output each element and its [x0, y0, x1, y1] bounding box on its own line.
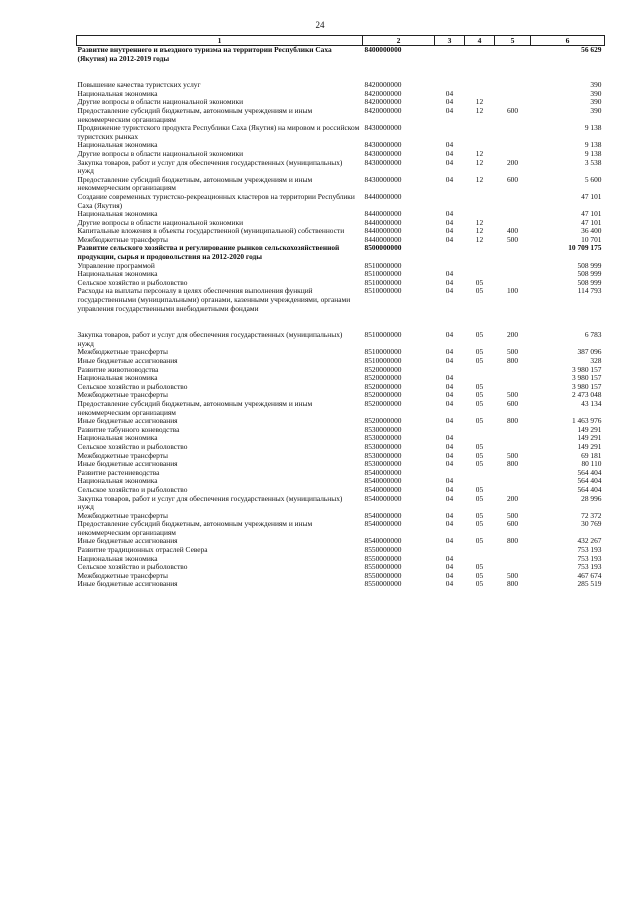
row-section: 04: [445, 148, 454, 158]
row-code: 8430000000: [364, 148, 402, 158]
row-amount: 47 101: [581, 191, 602, 201]
spacer-row: [77, 63, 605, 81]
row-section: [435, 46, 465, 64]
table-row: [77, 176, 605, 193]
row-amount: 753 193: [577, 562, 602, 572]
row-subsection: 05: [475, 416, 484, 426]
row-expense-type: [495, 124, 531, 141]
row-amount: 56 629: [531, 46, 605, 64]
row-subsection: [465, 469, 495, 478]
row-code: 8430000000: [364, 140, 402, 150]
row-expense-type: [495, 262, 531, 271]
row-section: 04: [445, 416, 454, 426]
row-amount: 508 999: [577, 269, 602, 279]
row-name: Иные бюджетные ассигнования: [77, 356, 178, 365]
row-code: 8400000000: [363, 46, 435, 64]
row-name: Закупка товаров, работ и услуг для обеспечения государственных (муниципальных) нужд: [77, 493, 343, 512]
table-row: [77, 46, 605, 64]
header-col-subsection: 4: [465, 36, 495, 46]
row-expense-type: [495, 477, 531, 486]
row-amount: 149 291: [577, 433, 602, 443]
row-code: 8510000000: [364, 260, 402, 270]
row-expense-type: 400: [506, 226, 519, 236]
row-expense-type: [495, 469, 531, 478]
table-body: [77, 46, 605, 590]
row-code: 8510000000: [364, 330, 402, 340]
row-subsection: 05: [475, 390, 484, 400]
row-expense-type: 800: [506, 459, 519, 469]
row-code: 8440000000: [364, 209, 402, 219]
row-amount: 285 519: [577, 579, 602, 589]
row-expense-type: 800: [506, 356, 519, 365]
row-name: Предоставление субсидий бюджетным, автономным учреждениям и иным некоммерческим организациям: [77, 519, 313, 537]
row-subsection: 05: [475, 536, 484, 546]
row-expense-type: 100: [506, 286, 519, 296]
header-col-expense-type: 5: [495, 36, 531, 46]
row-code: 8540000000: [364, 484, 402, 494]
row-code: 8530000000: [364, 424, 402, 434]
row-amount: 3 980 157: [571, 364, 602, 374]
row-section: 04: [445, 562, 454, 572]
row-section: 04: [445, 209, 454, 219]
row-name: Национальная экономика: [77, 140, 158, 150]
table-row: [77, 287, 605, 313]
row-expense-type: 500: [506, 570, 519, 580]
row-expense-type: [495, 210, 531, 219]
row-amount: 753 193: [577, 553, 602, 563]
spacer-cell: [77, 63, 605, 81]
row-subsection: [465, 46, 495, 64]
row-name: Межбюджетные трансферты: [77, 347, 168, 357]
row-code: 8420000000: [364, 80, 402, 90]
row-code: 8550000000: [364, 545, 402, 555]
row-expense-type: [495, 141, 531, 150]
row-amount: 9 138: [584, 123, 602, 133]
row-name: Сельское хозяйство и рыболовство: [77, 277, 188, 287]
row-expense-type: [495, 81, 531, 90]
row-subsection: [465, 124, 495, 141]
row-expense-type: [495, 426, 531, 435]
row-amount: 564 404: [577, 476, 602, 486]
row-name: Создание современных туристско-рекреационных кластеров на территории Республики Саха (Якутия): [77, 191, 355, 210]
row-amount: 390: [590, 97, 602, 107]
row-amount: 28 996: [581, 493, 602, 503]
row-name: Другие вопросы в области национальной экономики: [77, 97, 244, 107]
row-expense-type: 600: [506, 519, 519, 529]
row-section: 04: [445, 356, 454, 365]
row-subsection: 05: [475, 347, 484, 357]
row-name: Повышение качества туристских услуг: [77, 80, 201, 90]
row-code: 8520000000: [364, 364, 402, 374]
row-name: Межбюджетные трансферты: [77, 570, 168, 580]
table-row: [77, 580, 605, 589]
row-subsection: 05: [475, 459, 484, 469]
row-section: [435, 244, 465, 261]
row-name: Национальная экономика: [77, 553, 158, 563]
row-subsection: [465, 262, 495, 271]
row-amount: 69 181: [581, 450, 602, 460]
row-name: Предоставление субсидий бюджетным, автономным учреждениям и иным некоммерческим организациям: [77, 398, 313, 417]
row-expense-type: 800: [506, 579, 519, 589]
row-expense-type: 800: [506, 536, 519, 546]
row-code: 8510000000: [364, 277, 402, 287]
row-code: 8520000000: [364, 398, 402, 408]
page-number: 24: [315, 20, 325, 30]
row-name: Развитие традиционных отраслей Севера: [77, 545, 208, 555]
row-name: Межбюджетные трансферты: [77, 390, 168, 400]
row-name: Развитие животноводства: [77, 364, 159, 374]
row-code: 8510000000: [364, 347, 402, 357]
row-amount: 387 096: [577, 347, 602, 357]
row-subsection: [465, 366, 495, 375]
row-section: 04: [445, 174, 454, 184]
row-section: 04: [445, 105, 454, 115]
row-expense-type: 600: [506, 398, 519, 408]
row-amount: 753 193: [577, 545, 602, 555]
row-amount: 10 709 175: [568, 243, 602, 253]
row-name: Расходы на выплаты персоналу в целях обеспечения выполнения функций государственными (муниципальными) органами, казенными учреждениями, органами управления государственными внебюджетными фондами: [77, 286, 351, 313]
row-subsection: 12: [475, 97, 484, 107]
row-section: 04: [445, 493, 454, 503]
table-row: [77, 520, 605, 537]
row-code: 8440000000: [364, 234, 402, 244]
row-code: 8420000000: [364, 105, 402, 115]
table-row: [77, 159, 605, 176]
row-expense-type: 600: [506, 174, 519, 184]
row-name: Межбюджетные трансферты: [77, 234, 168, 244]
row-name: Предоставление субсидий бюджетным, автономным учреждениям и иным некоммерческим организациям: [77, 105, 313, 124]
row-code: 8440000000: [364, 217, 402, 227]
row-section: 04: [445, 373, 454, 383]
row-name: Иные бюджетные ассигнования: [77, 579, 178, 589]
row-code: 8500000000: [364, 243, 402, 253]
spacer-row: [77, 313, 605, 331]
row-amount: 328: [590, 356, 602, 365]
row-amount: 10 701: [581, 234, 602, 244]
row-expense-type: [495, 374, 531, 383]
row-name: Развитие табунного коневодства: [77, 424, 180, 434]
row-subsection: [465, 426, 495, 435]
row-amount: 80 110: [581, 459, 602, 469]
row-subsection: 05: [475, 493, 484, 503]
row-subsection: 12: [475, 148, 484, 158]
header-col-name: 1: [77, 36, 363, 46]
row-code: 8540000000: [364, 476, 402, 486]
row-section: 04: [445, 484, 454, 494]
row-amount: 564 404: [577, 467, 602, 477]
row-section: 04: [445, 226, 454, 236]
row-code: 8530000000: [364, 433, 402, 443]
row-section: 04: [445, 269, 454, 279]
row-amount: 390: [590, 80, 602, 90]
row-amount: 564 404: [577, 484, 602, 494]
row-code: 8550000000: [364, 579, 402, 589]
row-amount: 47 101: [581, 209, 602, 219]
row-expense-type: [495, 546, 531, 555]
row-subsection: 05: [475, 510, 484, 520]
row-code: 8540000000: [364, 467, 402, 477]
row-name: Межбюджетные трансферты: [77, 510, 168, 520]
row-subsection: 05: [475, 277, 484, 287]
header-row: [77, 36, 605, 46]
row-name: Национальная экономика: [77, 433, 158, 443]
row-section: 04: [445, 510, 454, 520]
row-code: 8520000000: [364, 416, 402, 426]
row-amount: 9 138: [584, 148, 602, 158]
row-subsection: 05: [475, 519, 484, 529]
row-expense-type: 500: [506, 450, 519, 460]
row-amount: 47 101: [581, 217, 602, 227]
header-col-section: 3: [435, 36, 465, 46]
row-name: Сельское хозяйство и рыболовство: [77, 441, 188, 451]
row-expense-type: 500: [506, 510, 519, 520]
row-amount: 3 980 157: [571, 381, 602, 391]
row-section: 04: [445, 441, 454, 451]
row-name: Развитие внутреннего и въездного туризма на территории Республики Саха (Якутия) на 2012-2019 годы: [77, 46, 363, 64]
row-name: Сельское хозяйство и рыболовство: [77, 381, 188, 391]
row-code: 8510000000: [364, 286, 402, 296]
row-name: Иные бюджетные ассигнования: [77, 416, 178, 426]
spacer-cell: [77, 313, 605, 331]
row-name: Развитие сельского хозяйства и регулирование рынков сельскохозяйственной продукции, сырья и продовольствия на 2012-2020 годы: [77, 243, 340, 262]
row-code: 8540000000: [364, 493, 402, 503]
row-subsection: 05: [475, 441, 484, 451]
row-amount: 390: [590, 88, 602, 98]
row-code: 8530000000: [364, 450, 402, 460]
row-section: 04: [445, 536, 454, 546]
row-subsection: 05: [475, 330, 484, 340]
row-section: 04: [445, 330, 454, 340]
row-name: Иные бюджетные ассигнования: [77, 459, 178, 469]
row-code: 8420000000: [364, 88, 402, 98]
row-expense-type: 500: [506, 347, 519, 357]
row-name: Управление программой: [77, 260, 155, 270]
row-expense-type: [495, 555, 531, 564]
row-amount: 114 793: [577, 286, 602, 296]
row-name: Другие вопросы в области национальной экономики: [77, 217, 244, 227]
row-amount: 508 999: [577, 260, 602, 270]
row-expense-type: 800: [506, 416, 519, 426]
row-section: 04: [445, 140, 454, 150]
table-row: [77, 107, 605, 124]
row-expense-type: [495, 46, 531, 64]
row-name: Национальная экономика: [77, 476, 158, 486]
table-row: [77, 495, 605, 512]
row-section: 04: [445, 381, 454, 391]
row-code: 8530000000: [364, 459, 402, 469]
budget-table: [76, 35, 605, 589]
table-row: [77, 244, 605, 261]
row-amount: 390: [590, 105, 602, 115]
row-expense-type: [495, 366, 531, 375]
row-subsection: 12: [475, 157, 484, 167]
row-code: 8550000000: [364, 562, 402, 572]
row-subsection: 05: [475, 356, 484, 365]
row-expense-type: [495, 193, 531, 210]
row-section: 04: [445, 570, 454, 580]
row-amount: 30 769: [581, 519, 602, 529]
row-subsection: 05: [475, 286, 484, 296]
row-section: 04: [445, 277, 454, 287]
row-amount: 149 291: [577, 441, 602, 451]
row-subsection: 05: [475, 570, 484, 580]
row-section: 04: [445, 476, 454, 486]
row-amount: 5 600: [584, 174, 602, 184]
row-subsection: 05: [475, 484, 484, 494]
row-expense-type: 200: [506, 157, 519, 167]
row-section: 04: [445, 217, 454, 227]
row-subsection: [465, 244, 495, 261]
row-name: Национальная экономика: [77, 88, 158, 98]
row-subsection: 05: [475, 450, 484, 460]
row-code: 8440000000: [364, 191, 402, 201]
row-code: 8440000000: [364, 226, 402, 236]
row-name: Закупка товаров, работ и услуг для обеспечения государственных (муниципальных) нужд: [77, 330, 343, 348]
row-expense-type: 200: [506, 493, 519, 503]
row-code: 8420000000: [364, 97, 402, 107]
row-code: 8540000000: [364, 510, 402, 520]
row-section: 04: [445, 286, 454, 296]
row-section: 04: [445, 450, 454, 460]
row-amount: 508 999: [577, 277, 602, 287]
row-expense-type: 500: [506, 234, 519, 244]
row-amount: 36 400: [581, 226, 602, 236]
row-subsection: 12: [475, 217, 484, 227]
table-row: [77, 124, 605, 141]
row-name: Закупка товаров, работ и услуг для обеспечения государственных (муниципальных) нужд: [77, 157, 343, 176]
row-expense-type: [495, 270, 531, 279]
row-amount: 9 138: [584, 140, 602, 150]
row-amount: 467 674: [577, 570, 602, 580]
row-expense-type: 500: [506, 390, 519, 400]
row-subsection: 12: [475, 226, 484, 236]
row-subsection: [465, 546, 495, 555]
table-row: [77, 331, 605, 348]
table-row: [77, 193, 605, 210]
row-code: 8520000000: [364, 381, 402, 391]
row-amount: 2 473 048: [571, 390, 602, 400]
header-col-amount: 6: [531, 36, 605, 46]
row-name: Национальная экономика: [77, 209, 158, 219]
row-section: 04: [445, 398, 454, 408]
row-subsection: 12: [475, 234, 484, 244]
row-subsection: [465, 193, 495, 210]
row-section: 04: [445, 97, 454, 107]
row-section: 04: [445, 88, 454, 98]
row-section: 04: [445, 390, 454, 400]
row-section: [435, 124, 465, 141]
row-subsection: 12: [475, 174, 484, 184]
row-expense-type: [495, 434, 531, 443]
row-name: Межбюджетные трансферты: [77, 450, 168, 460]
row-name: Национальная экономика: [77, 269, 158, 279]
row-subsection: 05: [475, 579, 484, 589]
row-amount: 149 291: [577, 424, 602, 434]
row-section: 04: [445, 433, 454, 443]
row-expense-type: [495, 244, 531, 261]
row-section: 04: [445, 234, 454, 244]
row-code: 8540000000: [364, 519, 402, 529]
row-name: Иные бюджетные ассигнования: [77, 536, 178, 546]
row-name: Сельское хозяйство и рыболовство: [77, 484, 188, 494]
row-amount: 43 134: [581, 398, 602, 408]
table-row: [77, 400, 605, 417]
row-name: Предоставление субсидий бюджетным, автономным учреждениям и иным некоммерческим организациям: [77, 174, 313, 193]
row-amount: 432 267: [577, 536, 602, 546]
row-name: Другие вопросы в области национальной экономики: [77, 148, 244, 158]
row-code: 8510000000: [364, 356, 402, 365]
row-section: 04: [445, 519, 454, 529]
row-expense-type: 600: [506, 105, 519, 115]
row-name: Развитие растениеводства: [77, 467, 160, 477]
row-code: 8550000000: [364, 553, 402, 563]
row-name: Сельское хозяйство и рыболовство: [77, 562, 188, 572]
row-code: 8530000000: [364, 441, 402, 451]
row-code: 8430000000: [364, 123, 402, 133]
row-subsection: 12: [475, 105, 484, 115]
row-code: 8520000000: [364, 390, 402, 400]
header-col-code: 2: [363, 36, 435, 46]
row-amount: 3 980 157: [571, 373, 602, 383]
row-expense-type: [495, 90, 531, 99]
row-name: Капитальные вложения в объекты государственной (муниципальной) собственности: [77, 226, 345, 236]
row-section: 04: [445, 459, 454, 469]
row-name: Продвижение туристского продукта Республики Саха (Якутия) на мировом и российском туристских рынках: [77, 123, 360, 141]
row-amount: 72 372: [581, 510, 602, 520]
row-section: 04: [445, 347, 454, 357]
row-amount: 6 783: [584, 330, 602, 340]
row-subsection: 05: [475, 398, 484, 408]
row-section: [435, 193, 465, 210]
row-code: 8430000000: [364, 174, 402, 184]
row-section: 04: [445, 579, 454, 589]
row-subsection: 05: [475, 562, 484, 572]
row-subsection: 05: [475, 381, 484, 391]
row-code: 8510000000: [364, 269, 402, 279]
row-code: 8550000000: [364, 570, 402, 580]
row-section: 04: [445, 553, 454, 563]
row-expense-type: 200: [506, 330, 519, 340]
row-amount: 3 538: [584, 157, 602, 167]
row-code: 8520000000: [364, 373, 402, 383]
table-header: [77, 36, 605, 46]
row-section: 04: [445, 157, 454, 167]
row-code: 8430000000: [364, 157, 402, 167]
row-code: 8540000000: [364, 536, 402, 546]
row-subsection: [465, 81, 495, 90]
row-name: Национальная экономика: [77, 373, 158, 383]
row-amount: 1 463 976: [571, 416, 602, 426]
